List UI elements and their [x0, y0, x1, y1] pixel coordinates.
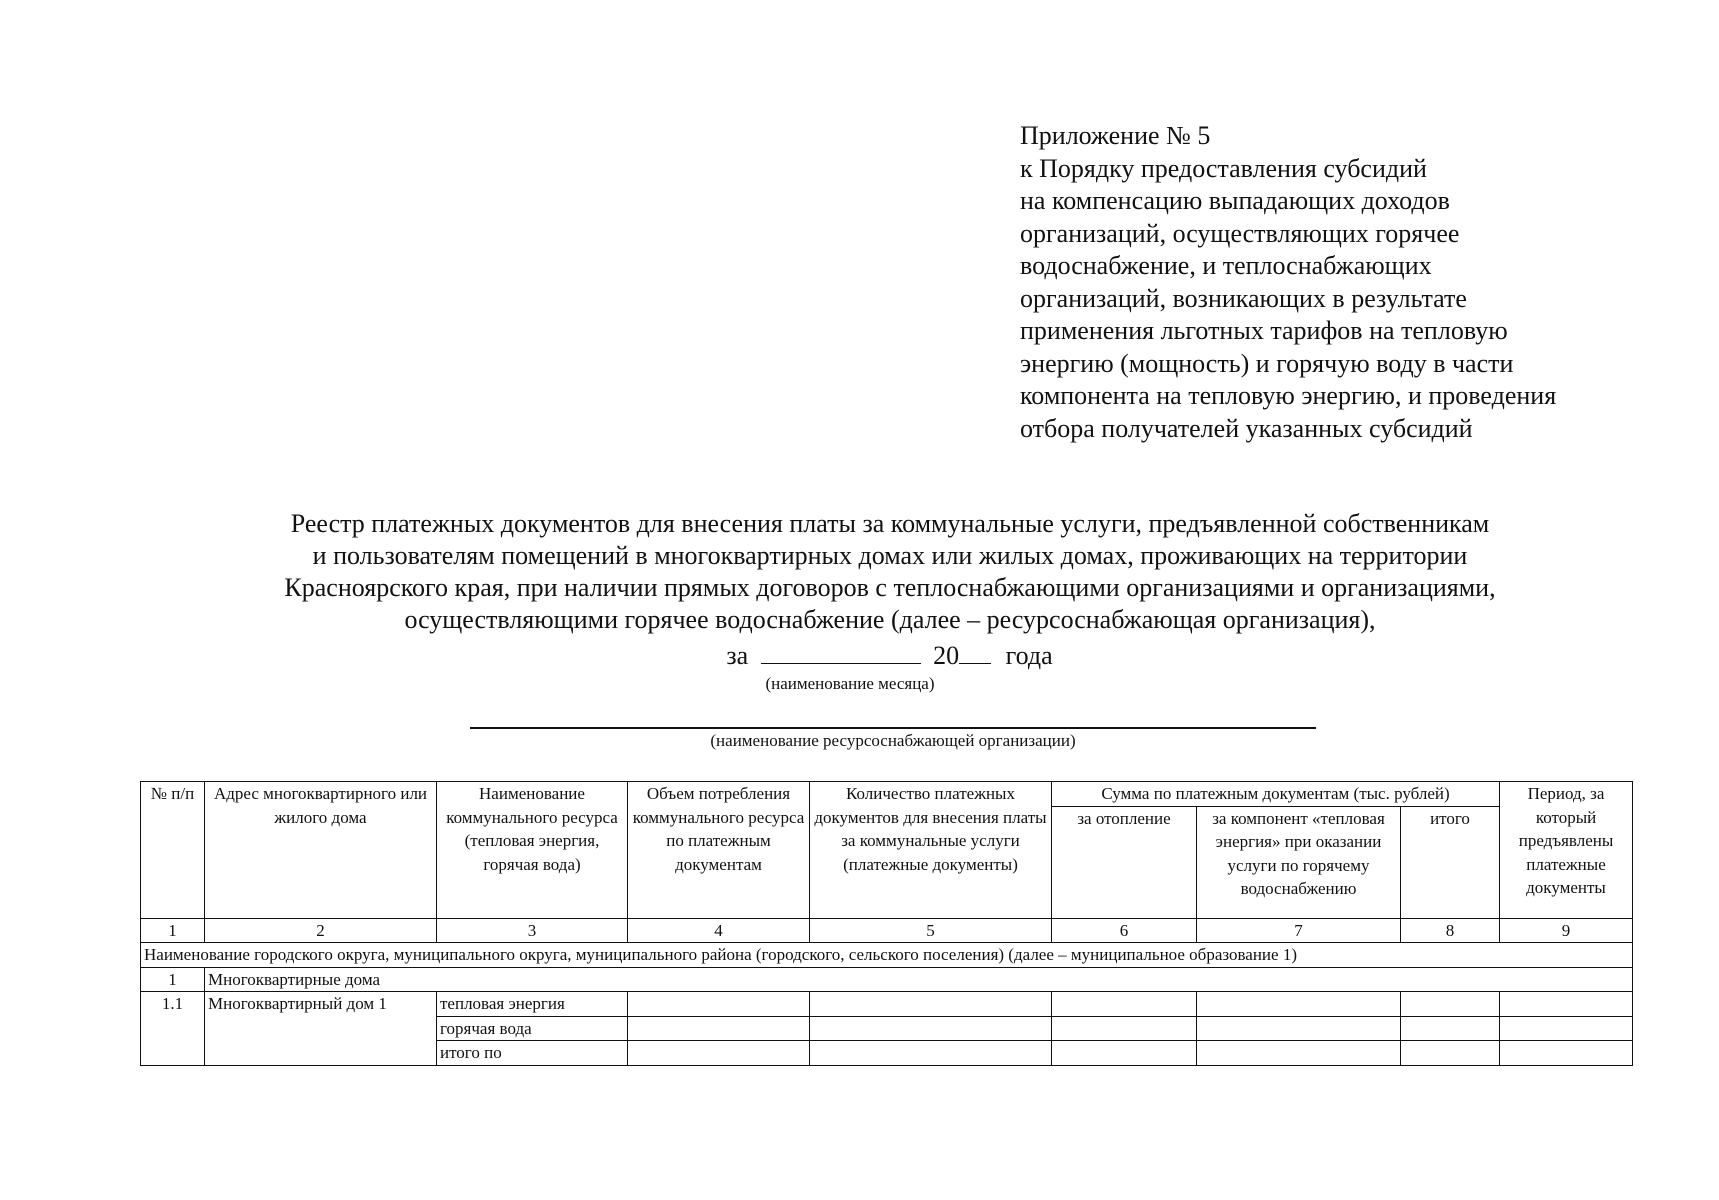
- appendix-header: [1020, 120, 1670, 445]
- municipality-row: [141, 943, 1633, 968]
- column-number: 9: [1500, 918, 1633, 943]
- table-cell[interactable]: [1052, 1016, 1197, 1041]
- table-cell[interactable]: [1197, 1041, 1401, 1066]
- item-address: Многоквартирный дом 1: [205, 992, 437, 1066]
- header-volume: Объем потребления коммунального ресурса по платежным документам: [628, 782, 810, 919]
- municipality-name: Наименование городского округа, муниципального округа, муниципального района (городского, сельского поселения) (далее – муниципальное образование 1): [141, 943, 1633, 968]
- registry-table: [140, 781, 1633, 1066]
- header-row-1: [141, 782, 1633, 807]
- column-number: 5: [810, 918, 1052, 943]
- column-number: 6: [1052, 918, 1197, 943]
- appendix-line: к Порядку предоставления субсидий: [1020, 153, 1427, 183]
- column-number: 7: [1197, 918, 1401, 943]
- table-cell[interactable]: [628, 992, 810, 1017]
- organization-blank-field[interactable]: [470, 727, 1316, 729]
- table-cell[interactable]: [628, 1041, 810, 1066]
- table-cell[interactable]: [1401, 992, 1500, 1017]
- period-suffix: года: [1005, 641, 1053, 670]
- title-line: и пользователям помещений в многоквартирных домах или жилых домах, проживающих на территории: [312, 541, 1468, 570]
- table-cell[interactable]: [1052, 992, 1197, 1017]
- table-cell[interactable]: [1197, 1016, 1401, 1041]
- period-prefix: за: [726, 641, 749, 670]
- appendix-line: энергию (мощность) и горячую воду в части: [1020, 348, 1514, 378]
- appendix-line: Приложение № 5: [1020, 121, 1211, 150]
- appendix-line: на компенсацию выпадающих доходов: [1020, 186, 1450, 215]
- header-resource: Наименование коммунального ресурса (тепловая энергия, горячая вода): [437, 782, 628, 919]
- column-number: 4: [628, 918, 810, 943]
- header-thermal-component: за компонент «тепловая энергия» при оказании услуги по горячему водоснабжению: [1197, 806, 1401, 918]
- column-number: 8: [1401, 918, 1500, 943]
- header-period: Период, за который предъявлены платежные документы: [1500, 782, 1633, 919]
- table-cell[interactable]: [810, 1041, 1052, 1066]
- appendix-line: применения льготных тарифов на тепловую: [1020, 316, 1508, 345]
- appendix-line: организаций, возникающих в результате: [1020, 283, 1467, 313]
- header-doc-count: Количество платежных документов для внесения платы за коммунальные услуги (платежные документы): [810, 782, 1052, 919]
- header-sum-group: Сумма по платежным документам (тыс. рублей): [1052, 782, 1500, 807]
- table-cell[interactable]: [1197, 992, 1401, 1017]
- header-heating: за отопление: [1052, 806, 1197, 918]
- item-resource: итого по: [437, 1041, 628, 1066]
- header-address: Адрес многоквартирного или жилого дома: [205, 782, 437, 919]
- period-line: [0, 640, 1719, 672]
- table-cell[interactable]: [810, 1016, 1052, 1041]
- title-line: осуществляющими горячее водоснабжение (далее – ресурсоснабжающая организация),: [404, 605, 1376, 634]
- column-number: 2: [205, 918, 437, 943]
- item-resource: горячая вода: [437, 1016, 628, 1041]
- section-row: [141, 967, 1633, 992]
- table-cell[interactable]: [628, 1016, 810, 1041]
- item-resource: тепловая энергия: [437, 992, 628, 1017]
- table-cell[interactable]: [1500, 1041, 1633, 1066]
- month-caption: (наименование месяца): [765, 674, 935, 693]
- appendix-line: отбора получателей указанных субсидий: [1020, 413, 1473, 443]
- table-cell[interactable]: [1500, 1016, 1633, 1041]
- year-blank-field[interactable]: [959, 642, 991, 664]
- header-number: № п/п: [141, 782, 205, 919]
- table-cell[interactable]: [1401, 1041, 1500, 1066]
- period-year: 20: [933, 641, 960, 670]
- organization-caption: (наименование ресурсоснабжающей организации): [710, 731, 1076, 750]
- section-number: 1: [141, 967, 205, 992]
- appendix-line: компонента на тепловую энергию, и проведения: [1020, 381, 1557, 410]
- column-numbers-row: [141, 918, 1633, 943]
- table-cell[interactable]: [1052, 1041, 1197, 1066]
- appendix-line: водоснабжение, и теплоснабжающих: [1020, 251, 1432, 280]
- title-line: Красноярского края, при наличии прямых договоров с теплоснабжающими организациями и организациями,: [284, 573, 1496, 602]
- header-total: итого: [1401, 806, 1500, 918]
- month-blank-field[interactable]: [761, 642, 921, 664]
- document-title: [190, 508, 1590, 636]
- table-row: [141, 992, 1633, 1017]
- title-line: Реестр платежных документов для внесения платы за коммунальные услуги, предъявленной собственникам: [290, 509, 1490, 538]
- table-cell[interactable]: [810, 992, 1052, 1017]
- column-number: 3: [437, 918, 628, 943]
- item-number: 1.1: [141, 992, 205, 1066]
- column-number: 1: [141, 918, 205, 943]
- table-cell[interactable]: [1401, 1016, 1500, 1041]
- appendix-line: организаций, осуществляющих горячее: [1020, 218, 1460, 248]
- section-label: Многоквартирные дома: [205, 967, 1633, 992]
- table-cell[interactable]: [1500, 992, 1633, 1017]
